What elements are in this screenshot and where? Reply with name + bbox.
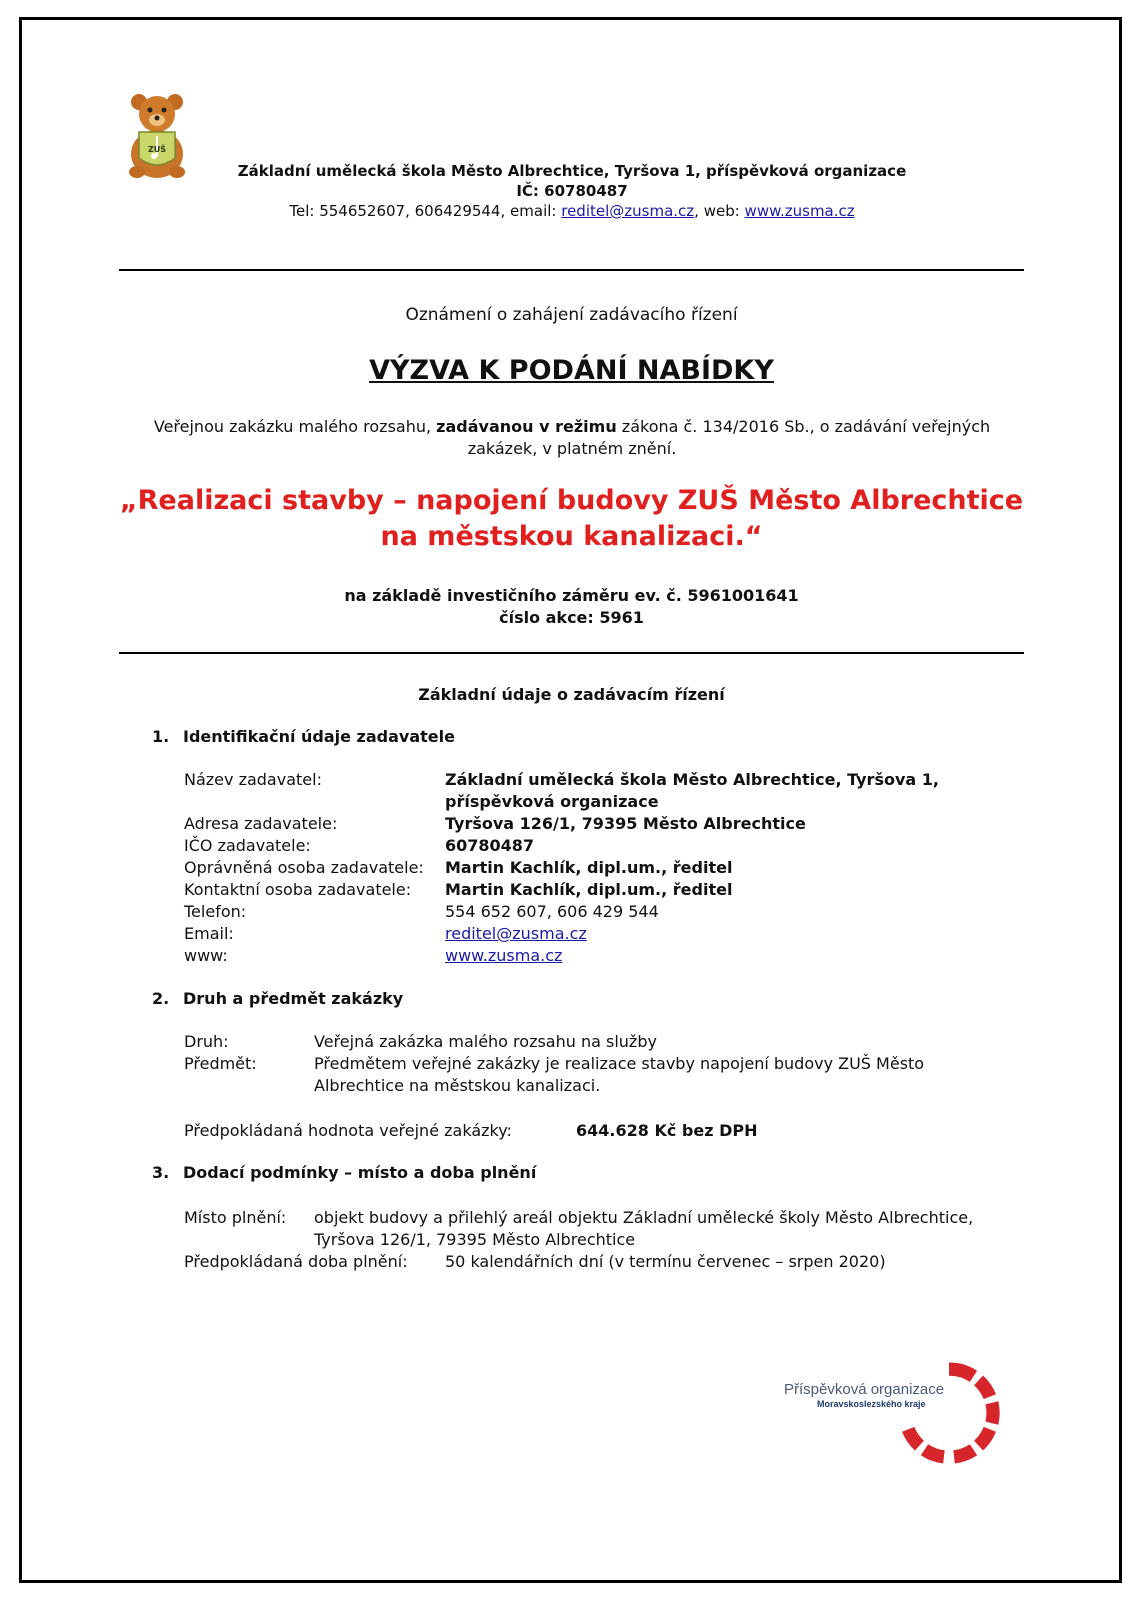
logo-text: ZUŠ	[147, 145, 167, 154]
school-ic: IČ: 60780487	[516, 182, 628, 200]
contact-prefix: Tel: 554652607, 606429544, email:	[289, 202, 562, 220]
school-name: Základní umělecká škola Město Albrechtice, Tyršova 1, příspěvková organizace	[237, 162, 907, 180]
row-label: Kontaktní osoba zadavatele:	[184, 880, 412, 899]
row-value: Martin Kachlík, dipl.um., ředitel	[445, 880, 733, 899]
section3-title: Dodací podmínky – místo a doba plnění	[183, 1163, 537, 1182]
table-row	[184, 835, 984, 857]
school-contacts	[140, 202, 1004, 220]
intro-part2: zákona č. 134/2016 Sb., o zadávání veřejných	[616, 417, 991, 436]
divider-top	[119, 269, 1024, 271]
row-value: Tyršova 126/1, 79395 Město Albrechtice	[445, 814, 806, 833]
investment-line1: na základě investičního záměru ev. č. 5961001641	[344, 586, 799, 605]
row-value: 554 652 607, 606 429 544	[445, 902, 659, 921]
section1-table	[184, 769, 984, 967]
section2-heading	[152, 989, 403, 1008]
header-email-link[interactable]: reditel@zusma.cz	[561, 202, 695, 220]
row-label: Oprávněná osoba zadavatele:	[184, 858, 424, 877]
duration-label: Předpokládaná doba plnění:	[184, 1252, 408, 1271]
duration-value: 50 kalendářních dní (v termínu červenec – srpen 2020)	[445, 1252, 886, 1271]
row-label: Název zadavatel:	[184, 770, 322, 789]
header-web-link[interactable]: www.zusma.cz	[744, 202, 855, 220]
table-row	[184, 901, 984, 923]
project-line1: „Realizaci stavby – napojení budovy ZUŠ Město Albrechtice	[119, 485, 1024, 516]
project-title	[119, 483, 1024, 555]
value-amount: 644.628 Kč bez DPH	[576, 1121, 758, 1140]
section3-number: 3.	[152, 1163, 170, 1182]
table-row	[184, 879, 984, 901]
region-logo-line2: Moravskoslezského kraje	[817, 1399, 926, 1409]
row-label: Email:	[184, 924, 234, 943]
place-line1: objekt budovy a přilehlý areál objektu Základní umělecké školy Město Albrechtice,	[314, 1208, 974, 1227]
section1-number: 1.	[152, 727, 170, 746]
row-label: Adresa zadavatele:	[184, 814, 338, 833]
druh-label: Druh:	[184, 1032, 229, 1051]
region-ring-logo	[898, 1362, 1000, 1464]
row-value: 60780487	[445, 836, 535, 855]
row-value: příspěvková organizace	[445, 792, 659, 811]
announcement: Oznámení o zahájení zadávacího řízení	[405, 305, 738, 325]
intro-part1: Veřejnou zakázku malého rozsahu,	[153, 417, 437, 436]
email-link[interactable]: reditel@zusma.cz	[445, 924, 587, 943]
web-link[interactable]: www.zusma.cz	[445, 946, 563, 965]
predmet-line2: Albrechtice na městskou kanalizaci.	[314, 1076, 601, 1095]
predmet-line1: Předmětem veřejné zakázky je realizace stavby napojení budovy ZUŠ Město	[314, 1054, 925, 1073]
basic-info-title: Základní údaje o zadávacím řízení	[418, 685, 725, 704]
row-value: Základní umělecká škola Město Albrechtice, Tyršova 1,	[445, 770, 939, 789]
table-row	[184, 923, 984, 945]
predmet-label: Předmět:	[184, 1054, 257, 1073]
table-row	[184, 813, 984, 835]
row-label: Telefon:	[184, 902, 247, 921]
section2-number: 2.	[152, 989, 170, 1008]
table-row	[184, 791, 984, 813]
intro-text	[130, 416, 1014, 460]
table-row	[184, 945, 984, 967]
project-line2: na městskou kanalizaci.“	[380, 521, 763, 552]
page-title	[119, 355, 1024, 386]
section3-heading	[152, 1163, 536, 1182]
place-label: Místo plnění:	[184, 1208, 287, 1227]
region-logo-line1: Příspěvková organizace	[784, 1381, 945, 1398]
place-line2: Tyršova 126/1, 79395 Město Albrechtice	[314, 1230, 636, 1249]
section2-title: Druh a předmět zakázky	[183, 989, 404, 1008]
intro-line2: zakázek, v platném znění.	[467, 439, 677, 458]
section1-heading	[152, 727, 455, 746]
title-text: VÝZVA K PODÁNÍ NABÍDKY	[369, 355, 774, 386]
table-row	[184, 769, 984, 791]
row-label: www:	[184, 946, 228, 965]
intro-bold: zadávanou v režimu	[436, 417, 617, 436]
row-label: IČO zadavatele:	[184, 836, 311, 855]
druh-value: Veřejná zakázka malého rozsahu na služby	[314, 1032, 657, 1051]
investment-info	[119, 585, 1024, 629]
web-prefix: , web:	[694, 202, 745, 220]
value-label: Předpokládaná hodnota veřejné zakázky:	[184, 1121, 512, 1140]
table-row	[184, 857, 984, 879]
row-value: Martin Kachlík, dipl.um., ředitel	[445, 858, 733, 877]
section1-title: Identifikační údaje zadavatele	[183, 727, 455, 746]
divider-middle	[119, 652, 1024, 654]
investment-line2: číslo akce: 5961	[499, 608, 644, 627]
